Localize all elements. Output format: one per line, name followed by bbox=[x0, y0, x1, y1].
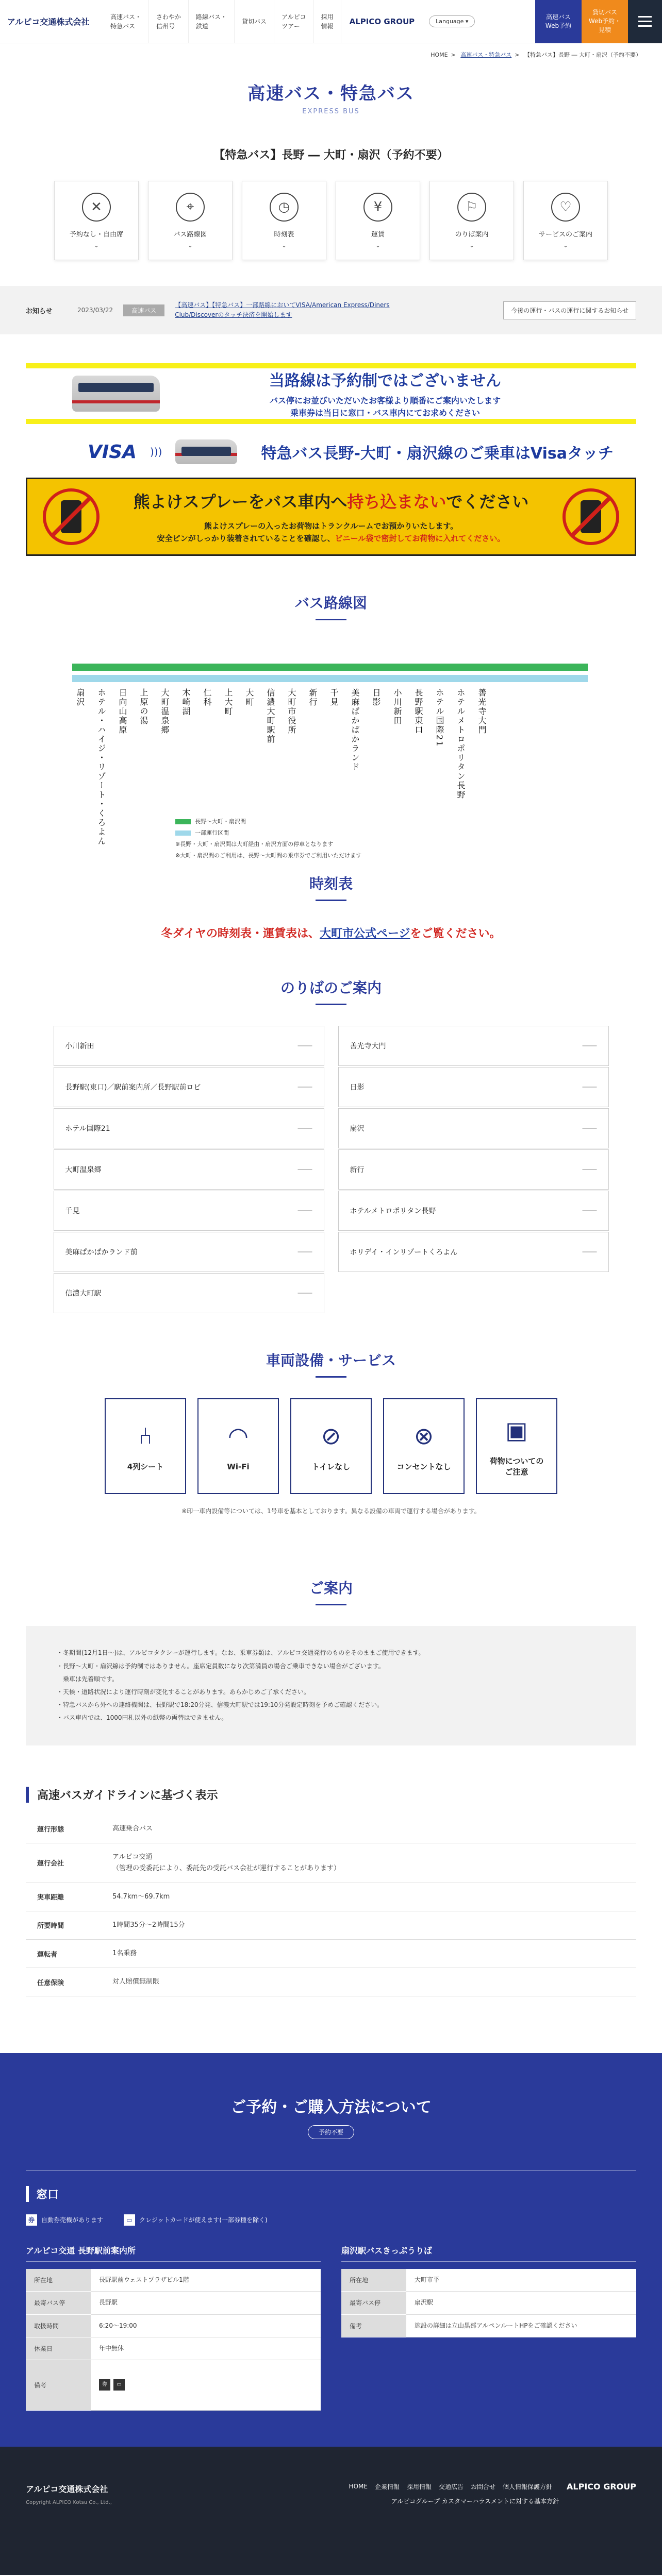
footer-link-home[interactable]: HOME bbox=[349, 2483, 368, 2490]
quick-nav-timetable[interactable] bbox=[242, 181, 326, 260]
bus-stop-item[interactable] bbox=[338, 1108, 609, 1148]
route-line-main bbox=[72, 664, 588, 671]
bus-stop-name: 扇沢 bbox=[350, 1125, 365, 1133]
credit-card-icon: ▭ bbox=[113, 2379, 125, 2391]
bus-stop-name: 信濃大町駅 bbox=[65, 1290, 102, 1298]
office-nagano: アルピコ交通 長野駅前案内所 所在地 長野駅前ウェストプラザビル1階 最寄バス停 長野駅 取扱時間 6:20〜19:00 休業日 年中無休 備考 券 ▭ bbox=[26, 2244, 321, 2411]
footer-link-recruit[interactable]: 採用情報 bbox=[406, 2483, 432, 2490]
no-bear-spray-icon bbox=[43, 488, 100, 545]
chevron-down-icon: ⌄ bbox=[187, 241, 193, 249]
route-stop: 信濃大町駅前 bbox=[266, 688, 275, 744]
facility-no-toilet: ⊘ トイレなし bbox=[290, 1398, 372, 1494]
page-subtitle-en: EXPRESS BUS bbox=[302, 108, 360, 115]
timetable-heading: 時刻表 bbox=[0, 873, 662, 901]
quick-nav-route-map[interactable] bbox=[148, 181, 233, 260]
news-tag: 高速バス bbox=[123, 304, 164, 316]
route-stop: 大町温泉郷 bbox=[160, 688, 170, 735]
facility-list bbox=[0, 1398, 662, 1494]
info-box: ・冬期間(12月1日〜)は、アルピコタクシーが運行します。なお、乗車券類は、アルピコ交通発行のものをそのままご使用できます。 ・長野〜大町・扇沢線は予約制ではありません。座席定員数になり次第満員の場合ご乗車できない場合がございます。 乗車は先着順です。 ・天候・道路状況により運行時刻が変化することがあります。あらかじめご了承ください。 ・特急バスから外への連絡機関は、長野駅で18:20分発、信濃大町駅では19:10分発設定時刻を予めご確認ください。 ・バス車内では、1000円札以外の紙幣の両替はできません。 bbox=[26, 1626, 636, 1745]
luggage-icon: ▣ bbox=[505, 1416, 528, 1445]
breadcrumb-current: 【特急バス】長野 ― 大町・扇沢（予約不要） bbox=[524, 52, 641, 58]
seat-icon: ⑃ bbox=[138, 1421, 153, 1450]
route-map-heading: バス路線図 bbox=[0, 592, 662, 620]
chevron-down-icon: ⌄ bbox=[281, 241, 287, 249]
expand-dash-icon: ―― bbox=[297, 1207, 312, 1215]
route-stop: ホテルメトロポリタン長野 bbox=[456, 688, 466, 800]
bus-stop-list bbox=[54, 1026, 609, 1313]
chevron-down-icon: ⌄ bbox=[375, 241, 381, 249]
bus-stop-heading: のりばのご案内 bbox=[0, 977, 662, 1005]
language-select[interactable]: Language ▾ bbox=[429, 15, 475, 27]
counter-heading: 窓口 bbox=[26, 2186, 636, 2202]
nav-charter-bus[interactable]: 貸切バス bbox=[235, 0, 274, 43]
route-map-legend: 長野〜大町・扇沢間 一部運行区間 ※長野・大町・扇沢間は大町経由・扇沢方面の停車となります ※大町・扇沢間のご利用は、長野〜大町間の乗車券でご利用いただけます bbox=[175, 818, 362, 859]
bus-stop-name: ホリデイ・インリゾートくろよん bbox=[350, 1248, 458, 1257]
quick-nav-bus-stop[interactable] bbox=[429, 181, 514, 260]
quick-nav-free-seat[interactable] bbox=[54, 181, 139, 260]
copyright: Copyright ALPICO Kotsu Co., Ltd., bbox=[26, 2499, 112, 2505]
bus-stop-item[interactable] bbox=[54, 1232, 324, 1272]
quick-nav-label: 時刻表 bbox=[274, 230, 294, 239]
footer-links bbox=[349, 2482, 636, 2492]
news-bar bbox=[0, 286, 662, 334]
bus-stop-name: 千見 bbox=[65, 1207, 80, 1216]
bear-spray-note2: 安全ピンがしっかり装着されていることを確認し、ビニール袋で密封してお荷物に入れてください。 bbox=[157, 534, 505, 544]
bus-stop-name: 長野駅(東口)／駅前案内所／長野駅前ロビ bbox=[65, 1083, 201, 1092]
route-line-partial bbox=[72, 675, 588, 682]
footer-link-ad[interactable]: 交通広告 bbox=[439, 2483, 464, 2490]
footer-link-privacy[interactable]: 個人情報保護方針 bbox=[503, 2483, 553, 2490]
route-title: 【特急バス】長野 ― 大町・扇沢（予約不要） bbox=[213, 149, 449, 162]
guideline-table: 運行形態 高速乗合バス 運行会社 アルピコ交通 （管理の受委託により、委託先の受託バス会社が運行することがあります） 実車距離 54.7km〜69.7km 所要時間 1時間35分〜2時間15分 運転者 1名乗務 任意保険 対人賠償無制限 bbox=[26, 1815, 636, 1997]
heart-icon: ♡ bbox=[551, 193, 580, 222]
bus-stop-name: 善光寺大門 bbox=[350, 1042, 386, 1051]
bus-stop-item[interactable] bbox=[54, 1149, 324, 1190]
footer-group-logo[interactable]: ALPICO GROUP bbox=[567, 2481, 636, 2492]
no-outlet-icon: ⊗ bbox=[413, 1421, 434, 1450]
visa-touch-banner[interactable] bbox=[26, 436, 636, 467]
quick-nav-label: 運賃 bbox=[371, 230, 385, 239]
route-stop: 小川新田 bbox=[392, 688, 402, 726]
bus-stop-item[interactable] bbox=[54, 1191, 324, 1231]
visa-touch-text: 特急バス長野-大町・扇沢線のご乗車はVisaタッチ bbox=[261, 445, 614, 463]
facility-wifi: ◠ Wi-Fi bbox=[197, 1398, 279, 1494]
no-bear-spray-icon bbox=[562, 488, 619, 545]
contactless-icon: ))) bbox=[150, 446, 162, 459]
breadcrumb-highway[interactable]: 高速バス・特急バス bbox=[460, 52, 512, 58]
no-reservation-banner bbox=[26, 363, 636, 424]
route-stop: 木崎湖 bbox=[181, 688, 191, 717]
bus-stop-item[interactable] bbox=[338, 1191, 609, 1231]
expand-dash-icon: ―― bbox=[582, 1083, 597, 1092]
nav-route-bus[interactable]: 路線バス・ 鉄道 bbox=[189, 0, 235, 43]
nav-sawayaka[interactable]: さわやか 信州号 bbox=[149, 0, 189, 43]
expand-dash-icon: ―― bbox=[297, 1042, 312, 1050]
facility-4-seat: ⑃ 4列シート bbox=[105, 1398, 186, 1494]
expand-dash-icon: ―― bbox=[297, 1124, 312, 1133]
route-stop: 大町 bbox=[244, 688, 254, 707]
expand-dash-icon: ―― bbox=[297, 1083, 312, 1092]
ticket-machine-icon: 券 bbox=[26, 2214, 37, 2226]
route-map bbox=[41, 641, 588, 859]
omachi-city-link[interactable]: 大町市公式ページ bbox=[319, 927, 410, 941]
quick-nav-label: 予約なし・自由席 bbox=[69, 230, 123, 239]
expand-dash-icon: ―― bbox=[582, 1124, 597, 1133]
route-stop: 上原の湯 bbox=[139, 688, 148, 726]
route-stop: ホテル・ハイジ・リゾート・くろよん bbox=[96, 688, 106, 846]
guideline-heading: 高速バスガイドラインに基づく表示 bbox=[26, 1787, 636, 1803]
info-heading: ご案内 bbox=[0, 1577, 662, 1605]
expand-dash-icon: ―― bbox=[297, 1165, 312, 1174]
route-stop: 扇沢 bbox=[75, 688, 85, 707]
footer-policy-link[interactable]: アルピコグループ カスタマーハラスメントに対する基本方針 bbox=[391, 2497, 559, 2505]
ticket-machine-icon: 券 bbox=[99, 2379, 110, 2391]
global-nav bbox=[103, 0, 535, 43]
chevron-down-icon: ⌄ bbox=[562, 241, 569, 249]
breadcrumb-home[interactable]: HOME bbox=[431, 52, 448, 58]
expand-dash-icon: ―― bbox=[582, 1207, 597, 1215]
footer-logo[interactable]: アルピコ交通株式会社 bbox=[26, 2484, 108, 2494]
nav-tour[interactable]: アルピコ ツアー bbox=[274, 0, 314, 43]
news-link[interactable]: 【高速バス】【特急バス】一部路線においてVISA/American Express/Diners Club/Discoverのタッチ決済を開始します bbox=[175, 301, 390, 319]
route-stop: 善光寺大門 bbox=[477, 688, 487, 735]
yen-icon: ¥ bbox=[363, 193, 392, 222]
chevron-down-icon: ⌄ bbox=[469, 241, 475, 249]
visa-logo: VISA bbox=[88, 441, 137, 463]
highway-reserve-button[interactable]: 高速バス Web予約 bbox=[535, 0, 582, 43]
route-stop: 新行 bbox=[308, 688, 318, 707]
bus-stop-item[interactable] bbox=[54, 1067, 324, 1107]
wifi-icon: ◠ bbox=[227, 1421, 249, 1450]
bus-stop-item[interactable] bbox=[338, 1149, 609, 1190]
route-stop: 大町市役所 bbox=[287, 688, 296, 735]
company-logo[interactable]: アルピコ交通株式会社 bbox=[7, 17, 90, 27]
breadcrumb: HOME > 高速バス・特急バス > 【特急バス】長野 ― 大町・扇沢（予約不要） bbox=[431, 52, 641, 58]
quick-nav-fare[interactable] bbox=[336, 181, 420, 260]
menu-icon[interactable] bbox=[628, 0, 662, 43]
bus-stop-item[interactable] bbox=[338, 1232, 609, 1272]
bus-stop-name: 日影 bbox=[350, 1083, 365, 1092]
footer-link-contact[interactable]: お問合せ bbox=[471, 2483, 496, 2490]
service-notice-button[interactable]: 今後の運行・バスの運行に関するお知らせ bbox=[503, 301, 636, 319]
facility-note: ※印一車内設備等については、1号車を基本としております。異なる設備の車両で運行する場合があります。 bbox=[181, 1507, 481, 1515]
route-stop: 長野駅東口 bbox=[413, 688, 423, 735]
bus-image bbox=[72, 376, 160, 412]
bus-stop-item[interactable] bbox=[54, 1026, 324, 1066]
facility-heading: 車両設備・サービス bbox=[0, 1349, 662, 1378]
bus-stop-name: 小川新田 bbox=[65, 1042, 94, 1051]
group-logo[interactable]: ALPICO GROUP bbox=[349, 16, 415, 26]
expand-dash-icon: ―― bbox=[582, 1165, 597, 1174]
expand-dash-icon: ―― bbox=[297, 1289, 312, 1298]
expand-dash-icon: ―― bbox=[582, 1248, 597, 1257]
bear-spray-title: 熊よけスプレーをバス車内へ持ち込まないでください bbox=[133, 492, 529, 512]
bus-stop-name: 美麻ぱかぱかランド前 bbox=[65, 1248, 138, 1257]
route-stop: 美麻ぱかぱかランド bbox=[350, 688, 360, 772]
quick-nav-service[interactable] bbox=[523, 181, 608, 260]
bus-stop-name: ホテルメトロポリタン長野 bbox=[350, 1207, 436, 1216]
quick-nav-label: バス路線図 bbox=[173, 230, 207, 239]
route-stop: 日向山高原 bbox=[118, 688, 127, 735]
facility-no-outlet: ⊗ コンセントなし bbox=[383, 1398, 465, 1494]
route-stop: 上大町 bbox=[223, 688, 233, 717]
bus-stop-item[interactable] bbox=[338, 1067, 609, 1107]
news-label: お知らせ bbox=[26, 307, 53, 315]
route-map-icon: ⌖ bbox=[176, 193, 205, 222]
office-ogizawa: 扇沢駅バスきっぷうりば 所在地 大町市平 最寄バス停 扇沢駅 備考 施設の詳細は立山黒部アルペンルートHPをご確認ください bbox=[341, 2244, 636, 2411]
no-reservation-line2: 乗車券は当日に窓口・バス車内にてお求めください bbox=[290, 408, 480, 418]
no-reservation-title: 当路線は予約制ではございません bbox=[269, 372, 501, 391]
bear-spray-banner bbox=[26, 478, 636, 556]
bus-stop-item[interactable] bbox=[54, 1273, 324, 1313]
purchase-section bbox=[0, 2053, 662, 2447]
route-stop: ホテル国際21 bbox=[435, 688, 444, 748]
no-toilet-icon: ⊘ bbox=[321, 1421, 341, 1450]
facility-luggage-notice[interactable]: ▣ 荷物についての ご注意 bbox=[476, 1398, 557, 1494]
page-title: 高速バス・特急バス bbox=[247, 83, 415, 104]
charter-reserve-button[interactable]: 貸切バス Web予約・ 見積 bbox=[582, 0, 628, 43]
chevron-down-icon: ⌄ bbox=[93, 241, 100, 249]
credit-card-icon: ▭ bbox=[124, 2214, 135, 2226]
bus-stop-name: 大町温泉郷 bbox=[65, 1166, 102, 1175]
bus-stop-icon: ⚐ bbox=[457, 193, 486, 222]
expand-dash-icon: ―― bbox=[297, 1248, 312, 1257]
bus-stop-name: 新行 bbox=[350, 1166, 365, 1175]
bus-stop-item[interactable] bbox=[338, 1026, 609, 1066]
counter-legend: 券 自動券売機があります ▭ クレジットカードが使えます(一部券種を除く) bbox=[26, 2214, 636, 2226]
seat-free-icon: ✕ bbox=[82, 193, 111, 222]
clock-icon: ◷ bbox=[270, 193, 299, 222]
route-stop: 仁科 bbox=[202, 688, 212, 707]
bear-spray-note1: 熊よけスプレーの入ったお荷物はトランクルームでお預かりいたします。 bbox=[204, 521, 458, 531]
no-reservation-line1: バス停にお並びいただいたお客様より順番にご案内いたします bbox=[269, 396, 501, 406]
bus-stop-name: ホテル国際21 bbox=[65, 1125, 110, 1133]
purchase-title: ご予約・ご購入方法について bbox=[230, 2098, 432, 2117]
nav-highway-bus[interactable]: 高速バス・ 特急バス bbox=[103, 0, 149, 43]
page-hero bbox=[0, 59, 662, 131]
bus-image bbox=[175, 439, 237, 464]
footer-link-company[interactable]: 企業情報 bbox=[374, 2483, 400, 2490]
quick-nav-label: のりば案内 bbox=[455, 230, 489, 239]
timetable-note: 冬ダイヤの時刻表・運賃表は、大町市公式ページをご覧ください。 bbox=[161, 927, 501, 941]
site-footer bbox=[0, 2447, 662, 2575]
news-date: 2023/03/22 bbox=[77, 307, 113, 314]
quick-nav bbox=[0, 181, 662, 260]
site-header bbox=[0, 0, 662, 43]
route-stop: 千見 bbox=[329, 688, 339, 707]
quick-nav-label: サービスのご案内 bbox=[538, 230, 592, 239]
bus-stop-item[interactable] bbox=[54, 1108, 324, 1148]
route-stop: 日影 bbox=[371, 688, 381, 707]
expand-dash-icon: ―― bbox=[582, 1042, 597, 1050]
no-reservation-pill: 予約不要 bbox=[308, 2125, 354, 2139]
nav-recruit[interactable]: 採用 情報 bbox=[314, 0, 341, 43]
